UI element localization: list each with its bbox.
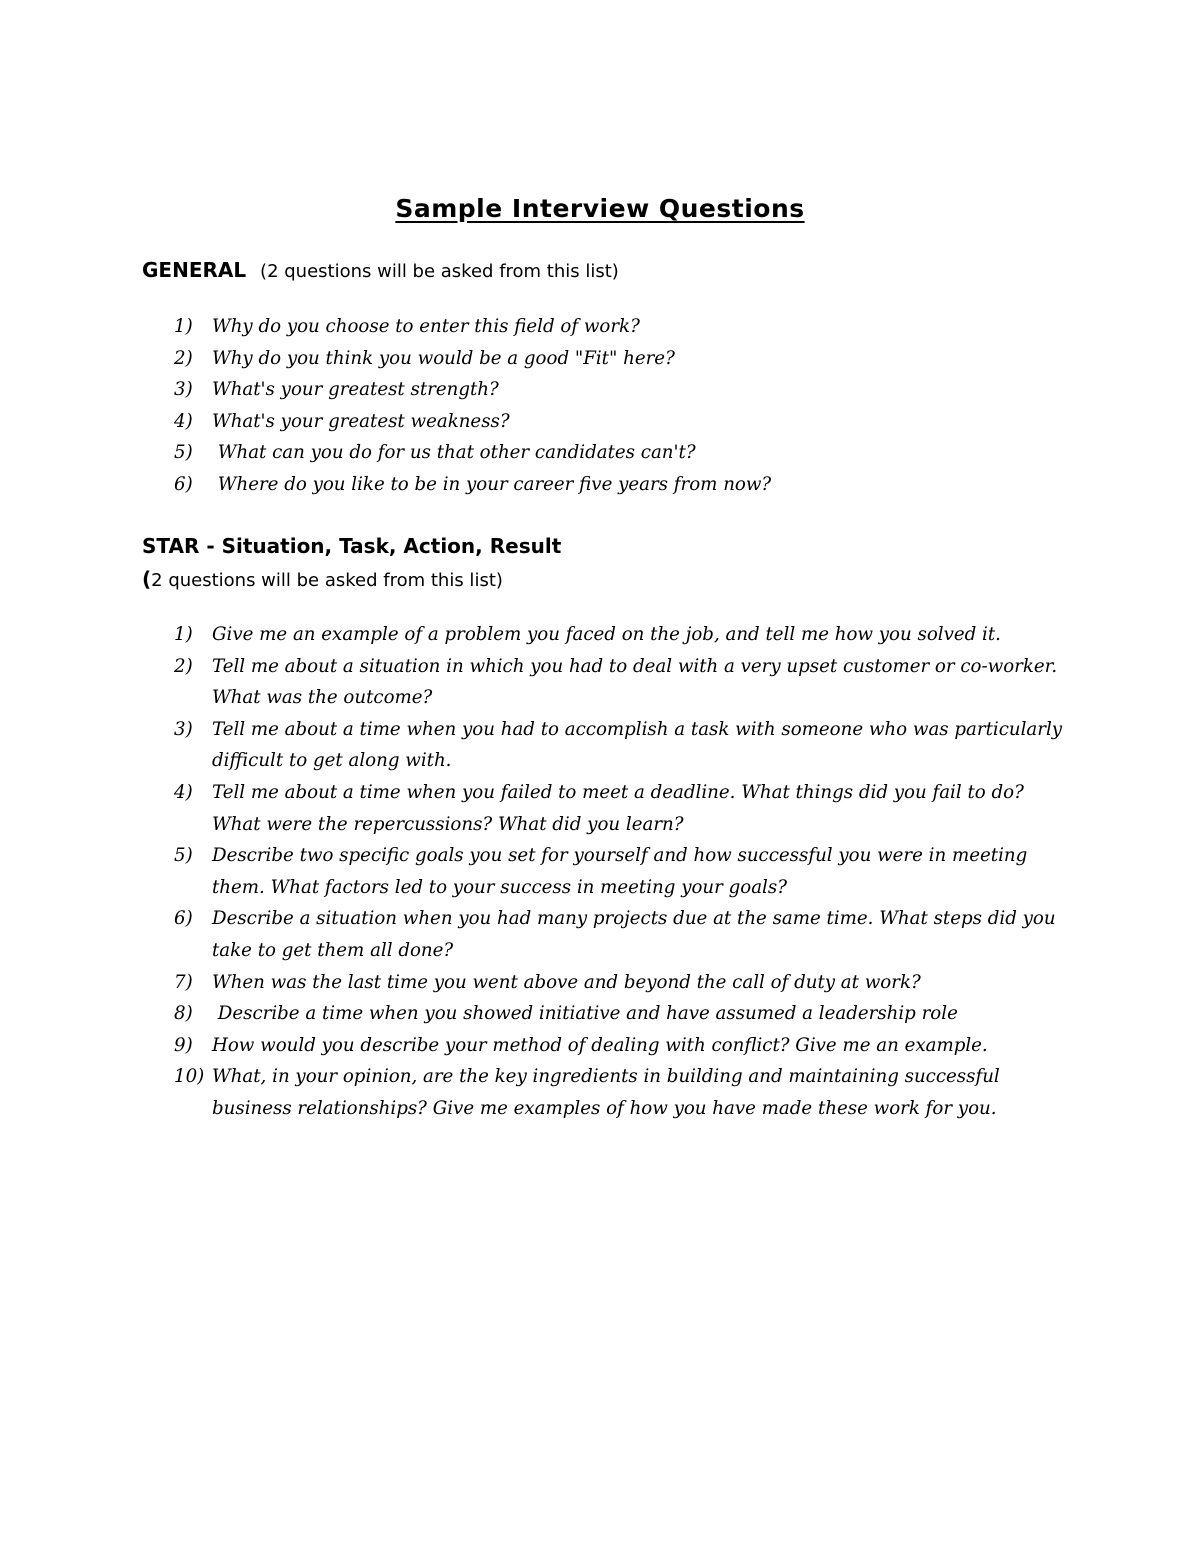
- star-section-heading: STAR - Situation, Task, Action, Result: [142, 534, 562, 558]
- question-text: Tell me about a time when you failed to meet a deadline. What things did you fail to do? What were the repercussions? What did you learn?: [212, 781, 1024, 835]
- question-number: 7): [174, 971, 193, 993]
- list-item: [0, 406, 1072, 438]
- question-text: How would you describe your method of dealing with conflict? Give me an example.: [212, 1034, 988, 1056]
- list-item: [0, 311, 1072, 343]
- general-section-heading: [142, 258, 619, 282]
- list-item: [0, 903, 1072, 966]
- question-number: 3): [174, 379, 193, 401]
- question-number: 2): [174, 655, 193, 677]
- list-item: [0, 1061, 1072, 1124]
- question-text: Tell me about a time when you had to accomplish a task with someone who was particularly difficult to get along with.: [212, 718, 1063, 772]
- question-text: Describe a time when you showed initiative and have assumed a leadership role: [212, 1003, 958, 1025]
- question-number: 2): [174, 347, 193, 369]
- star-question-list: [0, 619, 1200, 1125]
- question-text: Describe a situation when you had many projects due at the same time. What steps did you take to get them all done?: [212, 908, 1056, 961]
- question-text: Give me an example of a problem you faced on the job, and tell me how you solved it.: [212, 624, 1001, 645]
- star-section-note: [142, 567, 503, 591]
- list-item: [0, 967, 1072, 999]
- question-text: Tell me about a situation in which you had to deal with a very upset customer or co-worker. What was the outcome?: [212, 655, 1058, 709]
- question-number: 9): [174, 1034, 193, 1056]
- page-title: Sample Interview Questions: [395, 194, 805, 223]
- list-item: [0, 469, 1072, 501]
- question-text: Why do you think you would be a good "Fit" here?: [212, 347, 675, 369]
- question-number: 4): [174, 410, 193, 432]
- list-item: [0, 714, 1072, 777]
- question-number: 6): [174, 908, 193, 930]
- list-item: [0, 343, 1072, 375]
- question-text: Why do you choose to enter this field of work?: [212, 316, 640, 337]
- star-note-text: 2 questions will be asked from this list): [151, 570, 503, 591]
- list-item: [0, 651, 1072, 714]
- question-text: What, in your opinion, are the key ingredients in building and maintaining successful business relationships? Give me examples of how you have made these work for you.: [212, 1066, 1000, 1119]
- question-number: 1): [174, 624, 193, 645]
- question-number: 3): [174, 718, 193, 740]
- question-text: Where do you like to be in your career five years from now?: [212, 473, 772, 495]
- question-text: What can you do for us that other candidates can't?: [212, 442, 696, 464]
- list-item: [0, 998, 1072, 1030]
- general-question-list: [0, 311, 1200, 501]
- question-number: 1): [174, 316, 193, 337]
- list-item: [0, 840, 1072, 903]
- list-item: [0, 374, 1072, 406]
- list-item: [0, 619, 1072, 651]
- question-number: 5): [174, 442, 193, 464]
- general-section-note: (2 questions will be asked from this list): [260, 261, 619, 282]
- question-number: 8): [174, 1003, 193, 1025]
- list-item: [0, 1030, 1072, 1062]
- question-text: Describe two specific goals you set for yourself and how successful you were in meeting them. What factors led to your success in meeting your goals?: [212, 845, 1028, 898]
- general-heading-label: GENERAL: [142, 258, 247, 282]
- star-note-paren: (: [142, 567, 152, 591]
- question-number: 4): [174, 781, 193, 803]
- list-item: [0, 437, 1072, 469]
- question-text: What's your greatest weakness?: [212, 410, 510, 432]
- question-number: 10): [174, 1066, 205, 1088]
- list-item: [0, 777, 1072, 840]
- question-number: 6): [174, 473, 193, 495]
- question-text: When was the last time you went above and beyond the call of duty at work?: [212, 971, 921, 993]
- question-number: 5): [174, 845, 193, 867]
- question-text: What's your greatest strength?: [212, 379, 499, 401]
